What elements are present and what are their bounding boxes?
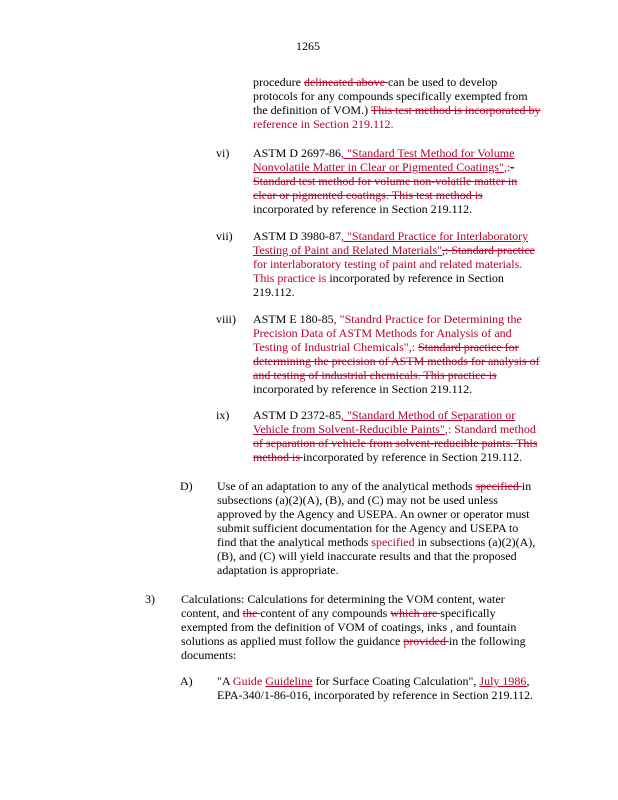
deleted-text: specified [475,479,522,493]
item-viii-number: viii) [216,312,236,326]
item-vi-line-2 [253,160,514,174]
item-text: "A [217,674,233,688]
item-viii-line-3 [253,340,519,354]
item-vii-line-4 [253,271,504,285]
item-a-number: A) [180,674,193,688]
inserted-text: Testing of Industrial Chemicals" [253,340,409,354]
deleted-text: provided [403,634,449,648]
item-ix-line-2 [253,422,536,436]
deleted-text: delineated above [303,75,388,89]
item-text: in [521,479,532,493]
deleted-text: Standard practice for [418,340,519,354]
inserted-text: Vehicle from Solvent-Reducible Paints" [253,422,445,436]
item-text: ASTM D 2697-86 [253,146,342,160]
item-viii-line-2: Precision Data of ASTM Methods for Analysis of and [253,326,512,340]
page-number: 1265 [296,39,320,53]
item-text: ASTM D 3980-87 [253,229,342,243]
item-d-line-3: approved by the Agency and USEPA. An owner or operator must [217,507,530,521]
item-ix-line-1 [253,408,515,422]
section-text: in the following [448,634,526,648]
item-vii-line-2 [253,243,535,257]
section-3-line-5: documents: [181,648,237,662]
item-viii-line-1 [253,312,522,326]
item-d-line-4: submit sufficient documentation for the Agency and USEPA to [217,521,519,535]
deleted-text: which are [390,606,441,620]
section-text: content, and [181,606,243,620]
item-text: ,: Standard method [444,422,536,436]
item-viii-line-4: determining the precision of ASTM methods for analysis of [253,354,540,368]
section-3-number: 3) [145,592,155,606]
item-text: Use of an adaptation to any of the analytical methods [217,479,476,493]
item-d-line-5 [217,535,535,549]
intro-text: can be used to develop [387,75,498,89]
item-d-line-2: subsections (a)(2)(A), (B), and (C) may not be used unless [217,493,498,507]
deleted-text: - [510,160,515,174]
deleted-text: This test method is incorporated by [370,103,541,117]
inserted-text: ,: [503,160,511,174]
item-vii-line-3: for interlaboratory testing of paint and related materials. [253,257,523,271]
item-d-number: D) [180,479,193,493]
item-text: incorporated by reference in Section 219.112. [303,450,523,464]
deleted-text: ,: Standard practice [442,243,535,257]
section-3-line-1: Calculations: Calculations for determining the VOM content, water [181,592,505,606]
item-vi-line-3: Standard test method for volume non-volatile matter in [253,174,518,188]
item-ix-number: ix) [216,408,230,422]
inserted-text: Guide [232,674,263,688]
item-text: in subsections (a)(2)(A), [414,535,536,549]
inserted-text: Guideline [265,674,313,688]
item-vii-line-1 [253,229,528,243]
inserted-text: , "Standrd Practice for Determining the [333,312,522,326]
inserted-text: Nonvolatile Matter in Clear or Pigmented Coatings" [253,160,504,174]
inserted-text: ,: [408,340,419,354]
item-vi-line-5: incorporated by reference in Section 219.112. [253,202,473,216]
inserted-text: specified [371,535,415,549]
inserted-text: Testing of Paint and Related Materials" [253,243,443,257]
item-viii-line-6: incorporated by reference in Section 219.112. [253,382,473,396]
item-viii-line-5: and testing of industrial chemicals. This practice is [253,368,497,382]
section-text: solutions as applied must follow the guidance [181,634,404,648]
intro-text: the definition of VOM.) [253,103,371,117]
item-vi-number: vi) [216,146,230,160]
item-d-line-7: adaptation is appropriate. [217,563,339,577]
item-vi-line-1 [253,146,514,160]
intro-line-4: reference in Section 219.112. [253,117,394,131]
inserted-text: , "Standard Practice for Interlaboratory [341,229,529,243]
deleted-text: the [242,606,261,620]
item-text: incorporated by reference in Section [329,271,504,285]
section-text: specifically [440,606,496,620]
item-text: ASTM D 2372-85 [253,408,342,422]
item-vi-line-4: clear or pigmented coatings. This test method is [253,188,483,202]
item-text: find that the analytical methods [217,535,372,549]
item-a-line-2: EPA-340/1-86-016, incorporated by reference in Section 219.112. [217,688,534,702]
section-text: content of any compounds [260,606,391,620]
intro-text: procedure [253,75,304,89]
item-text: This practice is [253,271,330,285]
intro-line-2: protocols for any compounds specifically exempted from [253,89,528,103]
inserted-text: , "Standard Method of Separation or [341,408,516,422]
item-ix-line-4 [253,450,522,464]
item-a-line-1 [217,674,529,688]
item-d-line-6: (B), and (C) will yield inaccurate results and that the proposed [217,549,517,563]
section-3-line-4 [181,634,526,648]
item-text: , [526,674,530,688]
inserted-text: , "Standard Test Method for Volume [341,146,515,160]
section-3-line-3: exempted from the definition of VOM of coatings, inks , and fountain [181,620,517,634]
item-vii-line-5: 219.112. [253,285,295,299]
item-d-line-1 [217,479,531,493]
item-vii-number: vii) [216,229,233,243]
item-text: ASTM E 180-85 [253,312,334,326]
item-text: for Surface Coating Calculation", [312,674,477,688]
deleted-text: method is [253,450,303,464]
section-3-line-2 [181,606,496,620]
item-ix-line-3: of separation of vehicle from solvent-reducible paints. This [253,436,538,450]
intro-line-1 [253,75,497,89]
intro-line-3 [253,103,541,117]
inserted-text: July 1986 [479,674,527,688]
